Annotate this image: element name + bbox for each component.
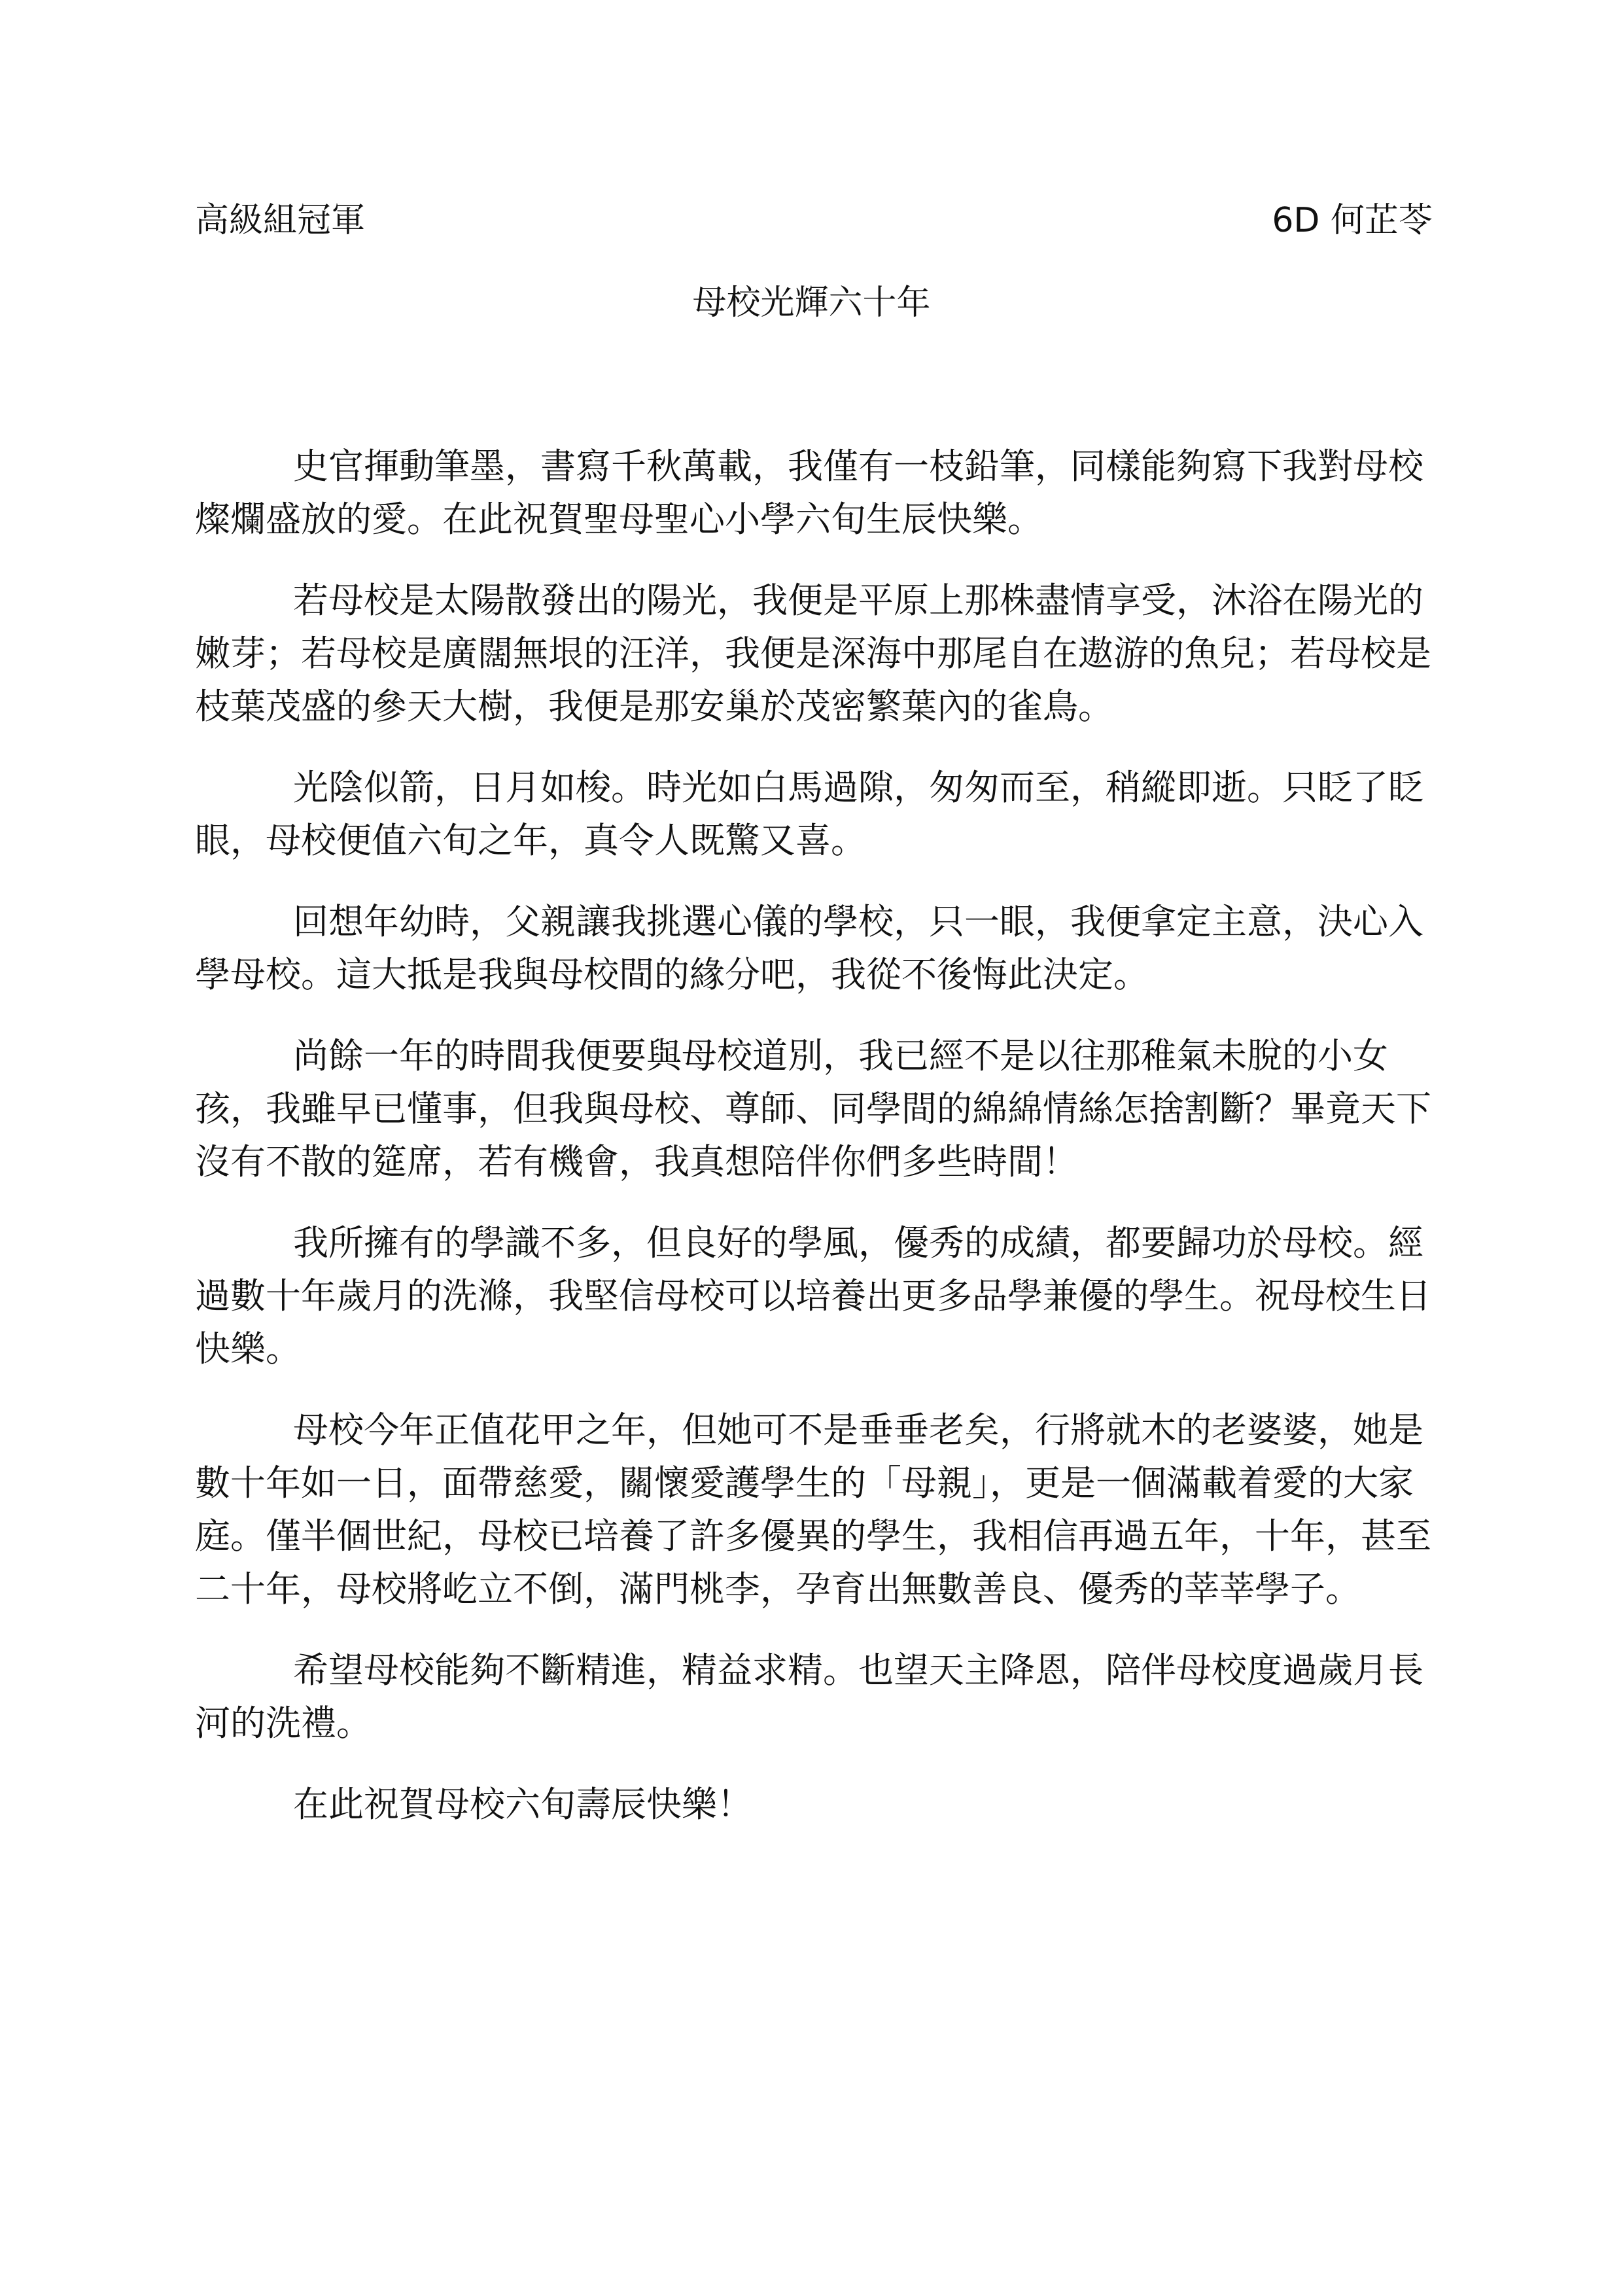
paragraph-2: 若母校是太陽散發出的陽光，我便是平原上那株盡情享受，沐浴在陽光的嫩芽；若母校是廣闊無垠的汪洋，我便是深海中那尾自在遨游的魚兒；若母校是枝葉茂盛的參天大樹，我便是那安巢於茂密繁葉內的雀鳥。	[195, 580, 1431, 727]
paragraph-3: 光陰似箭，日月如梭。時光如白馬過隙，匆匆而至，稍縱即逝。只眨了眨眼，母校便值六旬之年，真令人既驚又喜。	[195, 767, 1423, 861]
paragraph-4: 回想年幼時，父親讓我挑選心儀的學校，只一眼，我便拿定主意，決心入學母校。這大抵是我與母校間的緣分吧，我從不後悔此決定。	[195, 901, 1423, 995]
paragraph-8: 希望母校能夠不斷精進，精益求精。也望天主降恩，陪伴母校度過歲月長河的洗禮。	[195, 1650, 1423, 1744]
essay-body	[195, 440, 1438, 1859]
author-name: 6D 何芷苓	[1272, 201, 1433, 240]
paragraph-9: 在此祝賀母校六旬壽辰快樂！	[293, 1784, 752, 1825]
paragraph-7: 母校今年正值花甲之年，但她可不是垂垂老矣，行將就木的老婆婆，她是數十年如一日，面帶慈愛，關懷愛護學生的「母親」，更是一個滿載着愛的大家庭。僅半個世紀，母校已培養了許多優異的學生，我相信再過五年，十年，甚至二十年，母校將屹立不倒，滿門桃李，孕育出無數善良、優秀的莘莘學子。	[195, 1409, 1431, 1610]
award-category: 高級組冠軍	[195, 201, 366, 240]
paragraph-6: 我所擁有的學識不多，但良好的學風，優秀的成績，都要歸功於母校。經過數十年歲月的洗滌，我堅信母校可以培養出更多品學兼優的學生。祝母校生日快樂。	[195, 1222, 1431, 1369]
paragraph-5: 尚餘一年的時間我便要與母校道別，我已經不是以往那稚氣未脫的小女孩，我雖早已懂事，但我與母校、尊師、同學間的綿綿情絲怎捨割斷？畢竟天下沒有不散的筵席，若有機會，我真想陪伴你們多些時間！	[195, 1035, 1431, 1182]
paragraph-1: 史官揮動筆墨，書寫千秋萬載，我僅有一枝鉛筆，同樣能夠寫下我對母校燦爛盛放的愛。在此祝賀聖母聖心小學六旬生辰快樂。	[195, 446, 1423, 540]
essay-title: 母校光輝六十年	[692, 283, 931, 323]
